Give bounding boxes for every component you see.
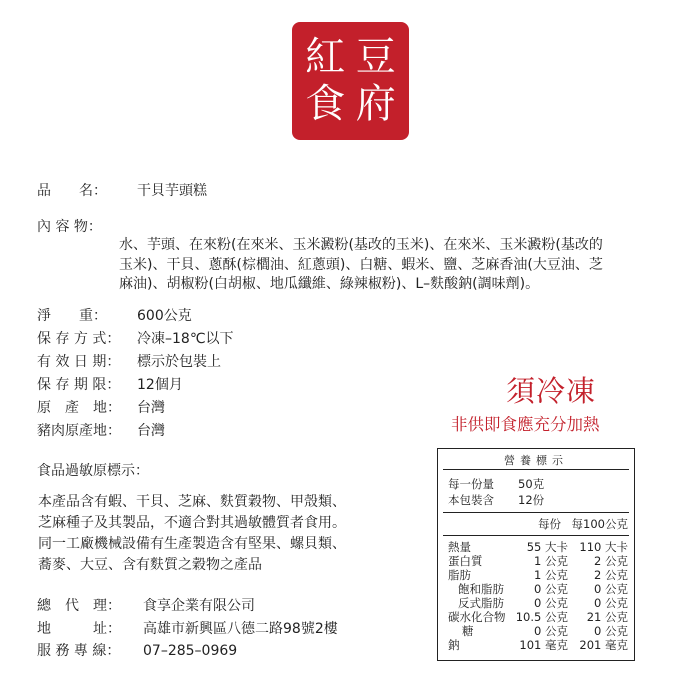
serving-size-label: 每一份量	[448, 477, 494, 491]
allergy-title: 食品過敏原標示：	[37, 463, 149, 479]
shelf-life-label: 保 存 期 限：	[37, 377, 121, 393]
nutrient-per-serving: 1 公克	[534, 568, 568, 582]
ingredients-label: 內 容 物：	[37, 219, 102, 235]
nutrient-per-serving: 1 公克	[534, 554, 568, 568]
nutrient-per-serving: 0 公克	[534, 624, 568, 638]
allergy-line: 同一工廠機械設備有生產製造含有堅果、螺貝類、	[38, 536, 346, 552]
address-label: 地 址：	[37, 621, 121, 637]
pork-origin-value: 台灣	[137, 423, 165, 439]
nutrient-name: 碳水化合物	[448, 610, 506, 624]
nutrient-name: 脂肪	[448, 568, 471, 582]
ingredients-line: 玉米)、干貝、蔥酥(棕櫚油、紅蔥頭)、白糖、蝦米、鹽、芝麻香油(大豆油、芝	[119, 256, 603, 273]
nutrition-table	[437, 448, 635, 661]
nutrient-per-serving: 55 大卡	[526, 540, 568, 554]
divider	[443, 469, 629, 470]
nutrient-per-100g: 0 公克	[594, 596, 628, 610]
nutrient-per-serving: 101 毫克	[519, 638, 568, 652]
col-header-per-100g: 每100公克	[571, 517, 628, 531]
allergy-line: 蕎麥、大豆、含有麩質之穀物之產品	[38, 557, 262, 573]
nutrient-per-100g: 110 大卡	[579, 540, 628, 554]
ingredients-line: 水、芋頭、在來粉(在來米、玉米澱粉(基改的玉米)、在來米、玉米澱粉(基改的	[119, 237, 603, 253]
brand-logo	[292, 22, 409, 140]
phone-value: 07–285–0969	[143, 643, 238, 659]
product-name-value: 干貝芋頭糕	[137, 183, 207, 199]
address-value: 高雄市新興區八德二路98號2樓	[143, 621, 338, 637]
nutrient-per-100g: 2 公克	[594, 568, 628, 582]
nutrient-per-100g: 2 公克	[594, 554, 628, 568]
nutrient-per-serving: 10.5 公克	[515, 610, 568, 624]
nutrient-name: 蛋白質	[448, 554, 483, 568]
net-weight-label: 淨 重：	[37, 308, 107, 324]
divider	[443, 512, 629, 513]
nutrient-name: 反式脂肪	[458, 596, 504, 610]
expiry-value: 標示於包裝上	[137, 354, 221, 370]
divider	[443, 535, 629, 536]
nutrient-name: 飽和脂肪	[458, 582, 504, 596]
origin-value: 台灣	[137, 400, 165, 416]
expiry-label: 有 效 日 期：	[37, 354, 121, 370]
logo-char: 食	[305, 81, 346, 127]
ingredients-line: 麻油)、胡椒粉(白胡椒、地瓜纖維、綠辣椒粉)、L–麩酸鈉(調味劑)。	[119, 276, 540, 292]
agent-value: 食享企業有限公司	[143, 598, 255, 614]
heat-warning: 非供即食應充分加熱	[451, 415, 600, 434]
shelf-life-value: 12個月	[137, 377, 183, 393]
nutrient-per-100g: 21 公克	[586, 610, 628, 624]
frozen-warning: 須冷凍	[506, 374, 597, 408]
product-name-label: 品 名：	[37, 183, 107, 199]
allergy-text	[38, 492, 346, 576]
nutrient-name: 熱量	[448, 540, 471, 554]
servings-per-pack-value: 12份	[518, 493, 545, 507]
logo-char: 豆	[355, 34, 396, 80]
nutrient-per-serving: 0 公克	[534, 596, 568, 610]
nutrient-per-100g: 0 公克	[594, 624, 628, 638]
nutrient-per-serving: 0 公克	[534, 582, 568, 596]
servings-per-pack-label: 本包裝含	[448, 493, 494, 507]
phone-label: 服 務 專 線：	[37, 643, 121, 659]
nutrient-name: 糖	[462, 624, 474, 638]
nutrient-per-100g: 201 毫克	[579, 638, 628, 652]
storage-value: 冷凍–18℃以下	[137, 331, 234, 347]
col-header-per-serving: 每份	[538, 517, 561, 531]
agent-label: 總 代 理：	[37, 598, 121, 614]
storage-label: 保 存 方 式：	[37, 331, 121, 347]
nutrient-name: 鈉	[448, 638, 460, 652]
logo-char: 府	[355, 81, 396, 127]
nutrition-title: 營養標示	[504, 454, 568, 467]
ingredients-text	[119, 236, 664, 295]
net-weight-value: 600公克	[137, 308, 192, 324]
allergy-line: 本產品含有蝦、干貝、芝麻、麩質穀物、甲殼類、	[38, 494, 346, 510]
pork-origin-label: 豬肉原產地：	[37, 423, 121, 439]
logo-char: 紅	[305, 34, 346, 80]
origin-label: 原 產 地：	[37, 400, 121, 416]
nutrient-per-100g: 0 公克	[594, 582, 628, 596]
allergy-line: 芝麻種子及其製品，不適合對其過敏體質者食用。	[38, 515, 346, 531]
serving-size-value: 50克	[518, 477, 545, 491]
